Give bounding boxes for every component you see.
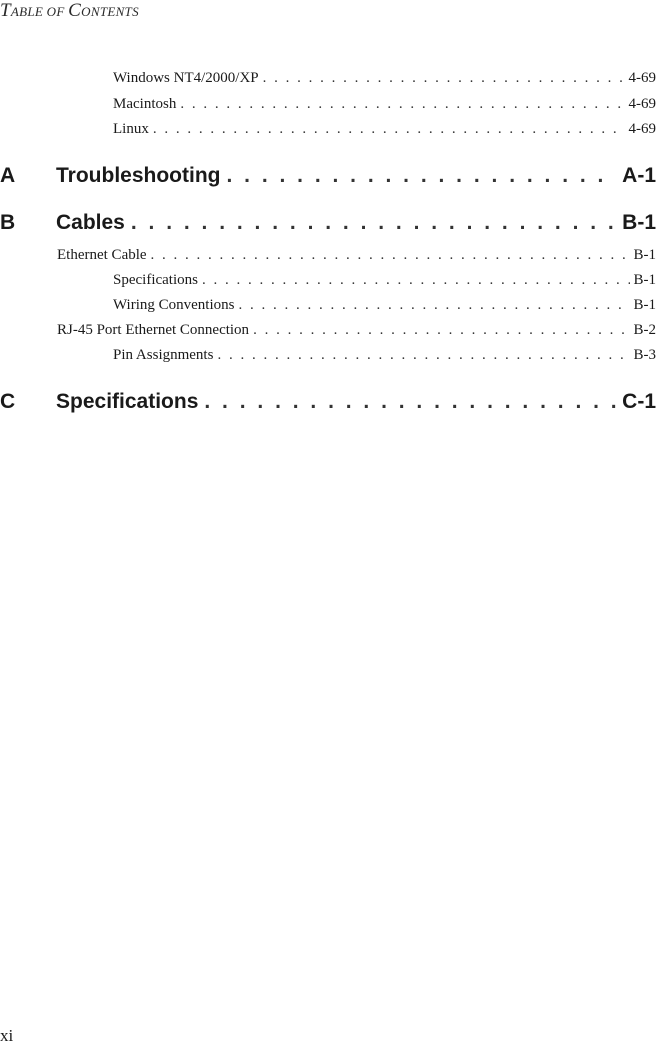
chapter-page: A-1 (622, 164, 656, 187)
toc-chapter-cables[interactable] (0, 211, 656, 235)
dot-leader (238, 297, 629, 314)
toc-entry-page: B-3 (633, 347, 656, 363)
chapter-title: Cables (56, 211, 125, 234)
toc-entry-pin-assignments[interactable] (113, 347, 656, 364)
dot-leader (153, 121, 625, 138)
dot-leader (253, 322, 629, 339)
toc-entry-label: Ethernet Cable (57, 247, 147, 263)
header-part-able-of: ABLE OF (10, 4, 69, 19)
toc-entry-specifications[interactable] (113, 272, 656, 289)
dot-leader (202, 272, 630, 289)
toc-entry-page: B-1 (633, 297, 656, 313)
header-initial-c: C (68, 0, 82, 21)
dot-leader (217, 347, 629, 364)
toc-entry-rj45-port[interactable] (57, 322, 656, 339)
header-initial-t: T (0, 0, 11, 21)
running-header (0, 0, 139, 22)
toc-chapter-troubleshooting[interactable] (0, 164, 656, 188)
header-part-ontents: ONTENTS (81, 4, 139, 19)
toc-entry-page: B-1 (633, 247, 656, 263)
toc-entry-page: B-1 (633, 272, 656, 288)
dot-leader (263, 70, 625, 87)
toc-entry-windows[interactable] (113, 70, 656, 87)
dot-leader (131, 211, 616, 235)
toc-entry-macintosh[interactable] (113, 96, 656, 113)
chapter-letter: A (0, 164, 16, 187)
chapter-title: Specifications (56, 390, 199, 413)
toc-entry-linux[interactable] (113, 121, 656, 138)
toc-entry-label: Linux (113, 121, 149, 137)
toc-entry-label: Macintosh (113, 96, 177, 112)
toc-entry-label: Windows NT4/2000/XP (113, 70, 259, 86)
toc-entry-label: RJ-45 Port Ethernet Connection (57, 322, 250, 338)
toc-entry-page: 4-69 (628, 70, 656, 86)
chapter-page: C-1 (622, 390, 656, 413)
toc-entry-label: Wiring Conventions (113, 297, 235, 313)
toc-entry-wiring-conventions[interactable] (113, 297, 656, 314)
toc-entry-label: Pin Assignments (113, 347, 214, 363)
dot-leader (180, 96, 624, 113)
toc-entry-page: 4-69 (628, 121, 656, 137)
toc-entry-page: B-2 (633, 322, 656, 338)
toc-entry-page: 4-69 (628, 96, 656, 112)
chapter-page: B-1 (622, 211, 656, 234)
toc-entry-ethernet-cable[interactable] (57, 247, 656, 264)
page-number: xi (0, 1026, 14, 1045)
dot-leader (226, 164, 616, 188)
chapter-title: Troubleshooting (56, 164, 221, 187)
dot-leader (151, 247, 630, 264)
chapter-letter: C (0, 390, 16, 413)
chapter-letter: B (0, 211, 16, 234)
toc-entry-label: Specifications (113, 272, 198, 288)
toc-chapter-specifications[interactable] (0, 390, 656, 414)
dot-leader (204, 390, 616, 414)
